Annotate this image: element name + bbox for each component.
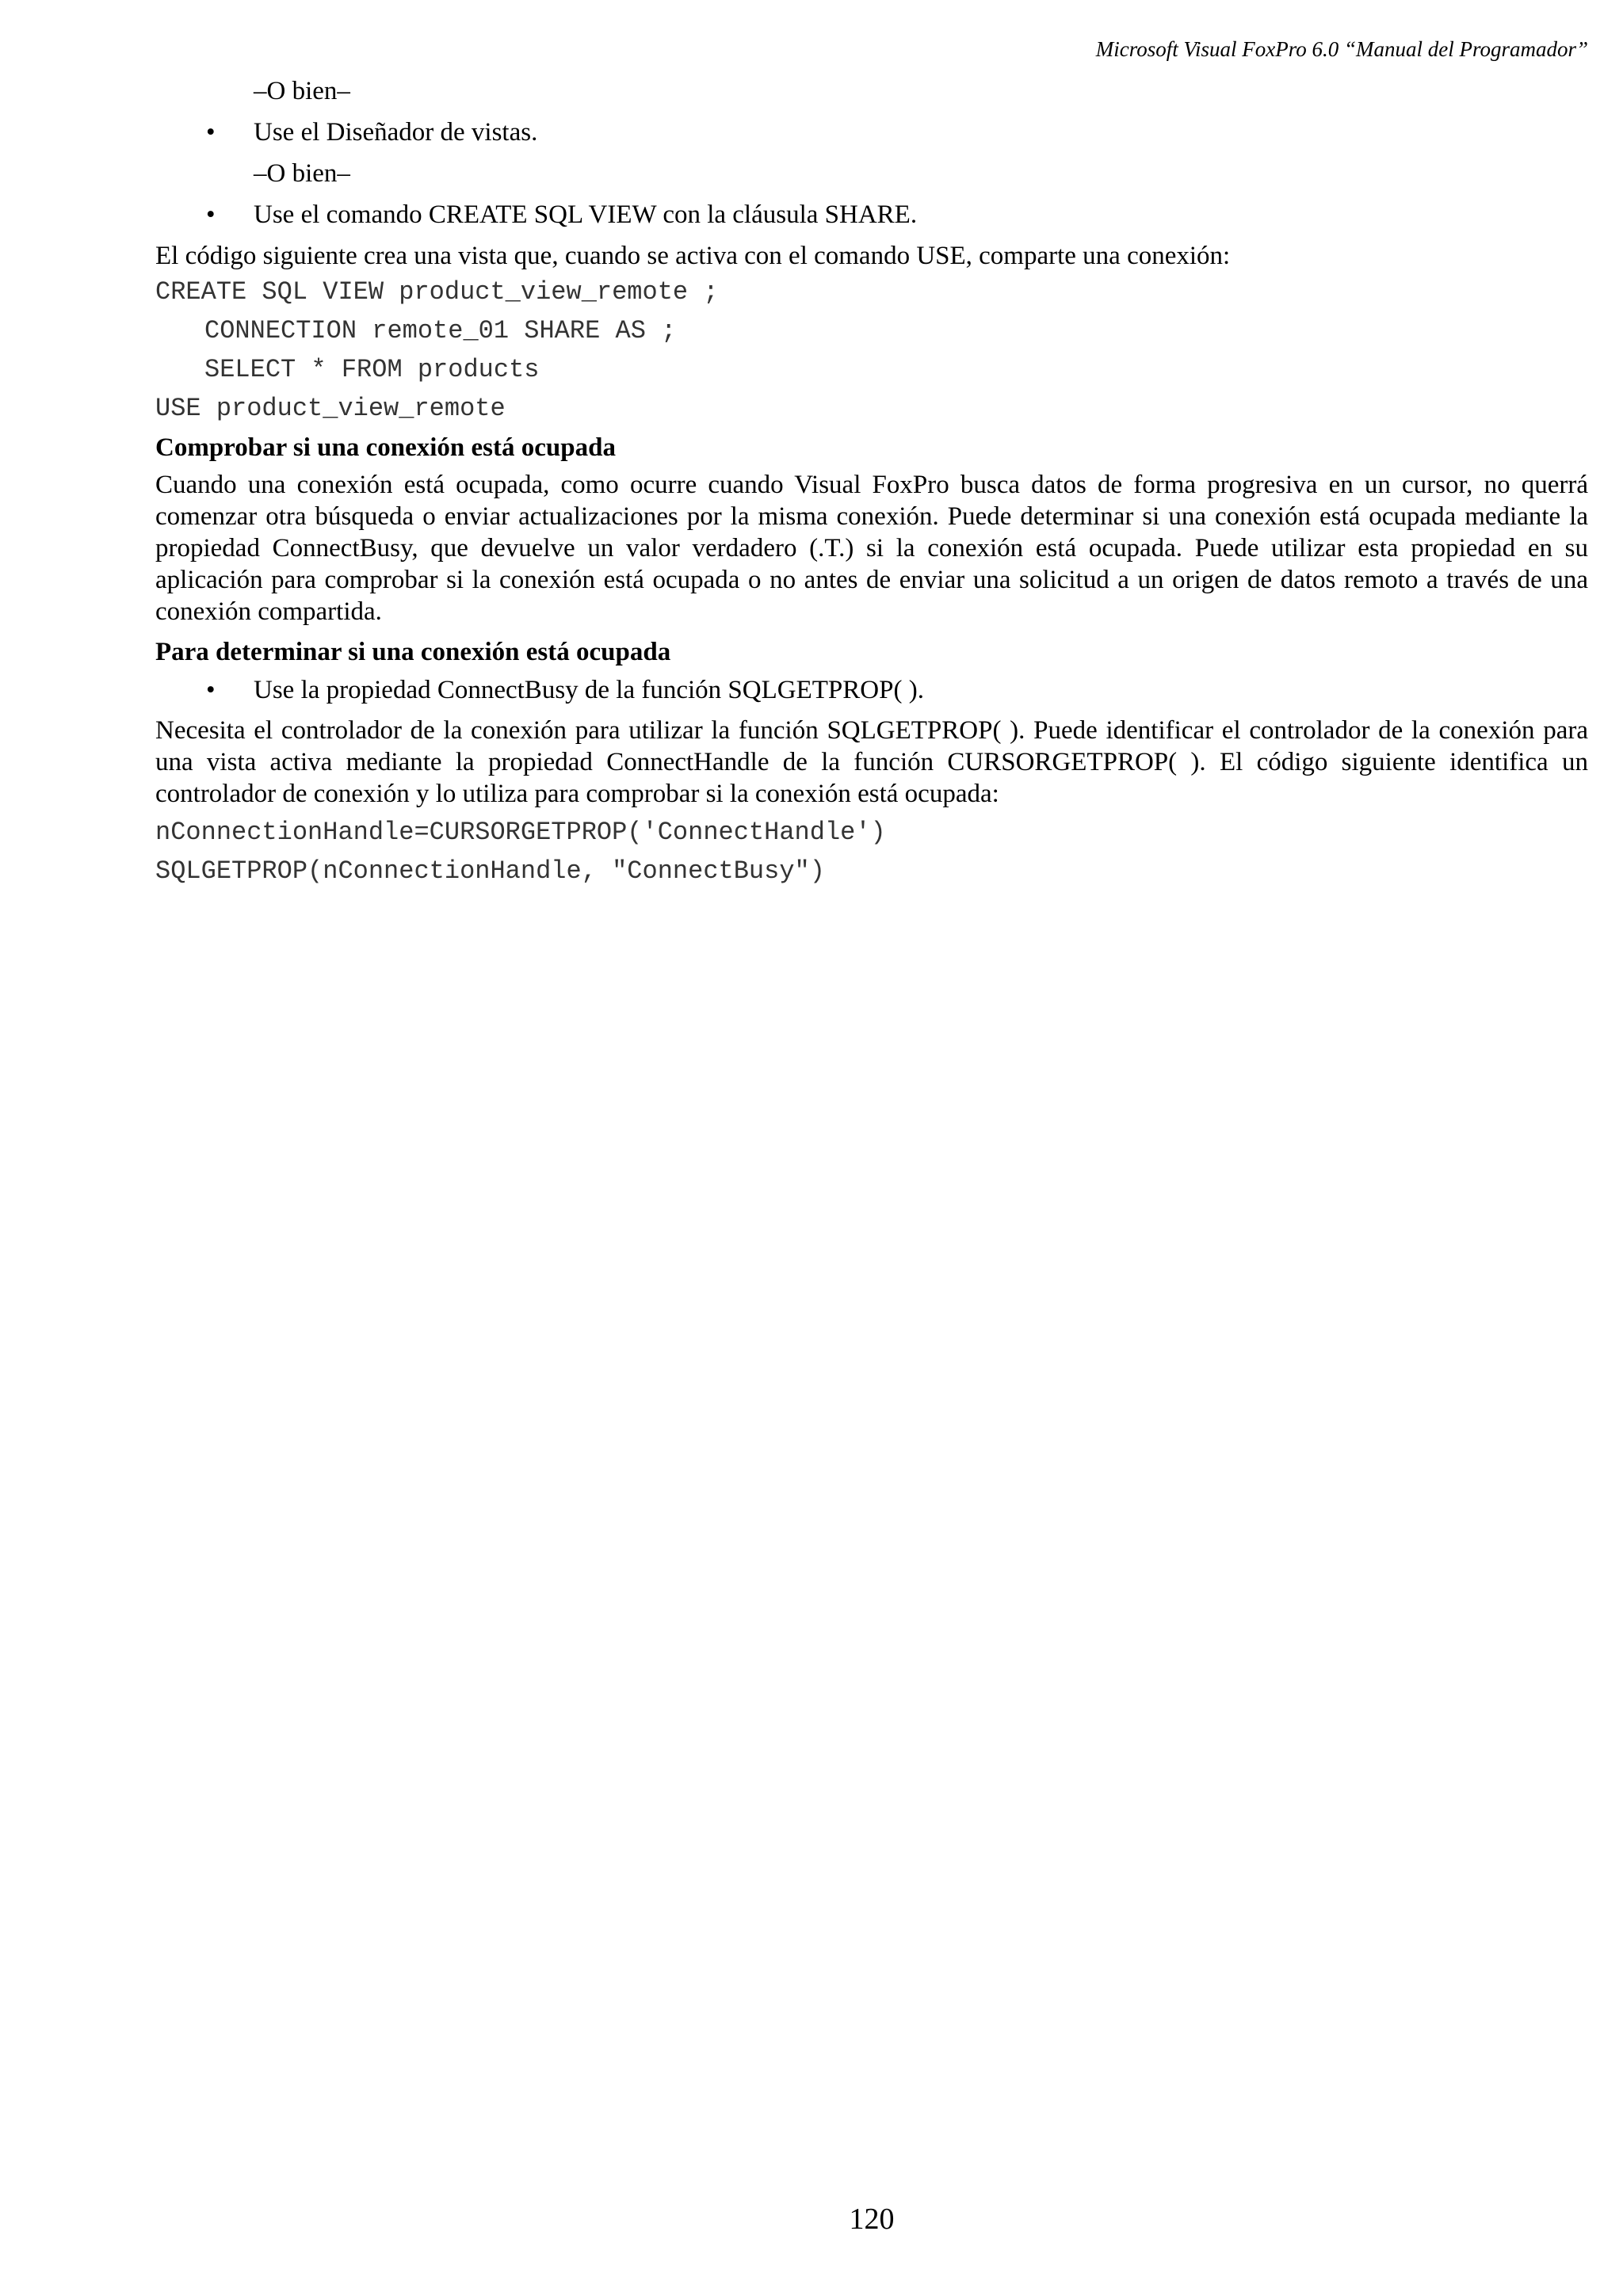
bullet-text: Use la propiedad ConnectBusy de la función SQLGETPROP( ). (254, 676, 924, 704)
body-paragraph: Necesita el controlador de la conexión para utilizar la función SQLGETPROP( ). Puede identificar el controlador de la conexión para una vista activa mediante la propiedad ConnectHandle de la función CURSORGETPROP( ). El código siguiente identifica un controlador de conexión y lo utiliza para comprobar si la conexión está ocupada: (155, 716, 1588, 808)
or-separator: –O bien– (254, 77, 350, 105)
bullet-glyph: • (206, 118, 216, 147)
code-line: CREATE SQL VIEW product_view_remote ; (155, 277, 719, 307)
code-line: USE product_view_remote (155, 394, 506, 423)
bullet-item (155, 198, 1588, 231)
or-separator: –O bien– (254, 159, 350, 188)
running-header: Microsoft Visual FoxPro 6.0 “Manual del Programador” (1095, 37, 1588, 61)
bullet-glyph: • (206, 200, 216, 229)
document-page (155, 0, 1588, 2296)
body-paragraph: Cuando una conexión está ocupada, como ocurre cuando Visual FoxPro busca datos de forma progresiva en un cursor, no querrá comenzar otra búsqueda o enviar actualizaciones por la misma conexión. Puede determinar si una conexión está ocupada mediante la propiedad ConnectBusy, que devuelve un valor verdadero (.T.) si la conexión está ocupada. Puede utilizar esta propiedad en su aplicación para comprobar si la conexión está ocupada o no antes de enviar una solicitud a un origen de datos remoto a través de una conexión compartida. (155, 471, 1588, 626)
code-line: CONNECTION remote_01 SHARE AS ; (204, 316, 677, 345)
code-intro-paragraph: El código siguiente crea una vista que, cuando se activa con el comando USE, comparte una conexión: (155, 242, 1231, 270)
procedure-heading: Para determinar si una conexión está ocupada (155, 638, 671, 666)
page-body (155, 74, 1588, 891)
bullet-item (155, 116, 1588, 149)
code-line: nConnectionHandle=CURSORGETPROP('ConnectHandle') (155, 818, 886, 847)
bullet-glyph: • (206, 676, 216, 704)
bullet-item (155, 673, 1588, 707)
page-number: 120 (849, 2203, 895, 2236)
code-line: SELECT * FROM products (204, 355, 540, 384)
code-block (155, 273, 1588, 428)
code-block (155, 813, 1588, 891)
bullet-text: Use el comando CREATE SQL VIEW con la cláusula SHARE. (254, 200, 918, 229)
section-heading: Comprobar si una conexión está ocupada (155, 433, 616, 462)
code-line: SQLGETPROP(nConnectionHandle, "ConnectBusy") (155, 856, 825, 886)
bullet-text: Use el Diseñador de vistas. (254, 118, 538, 147)
